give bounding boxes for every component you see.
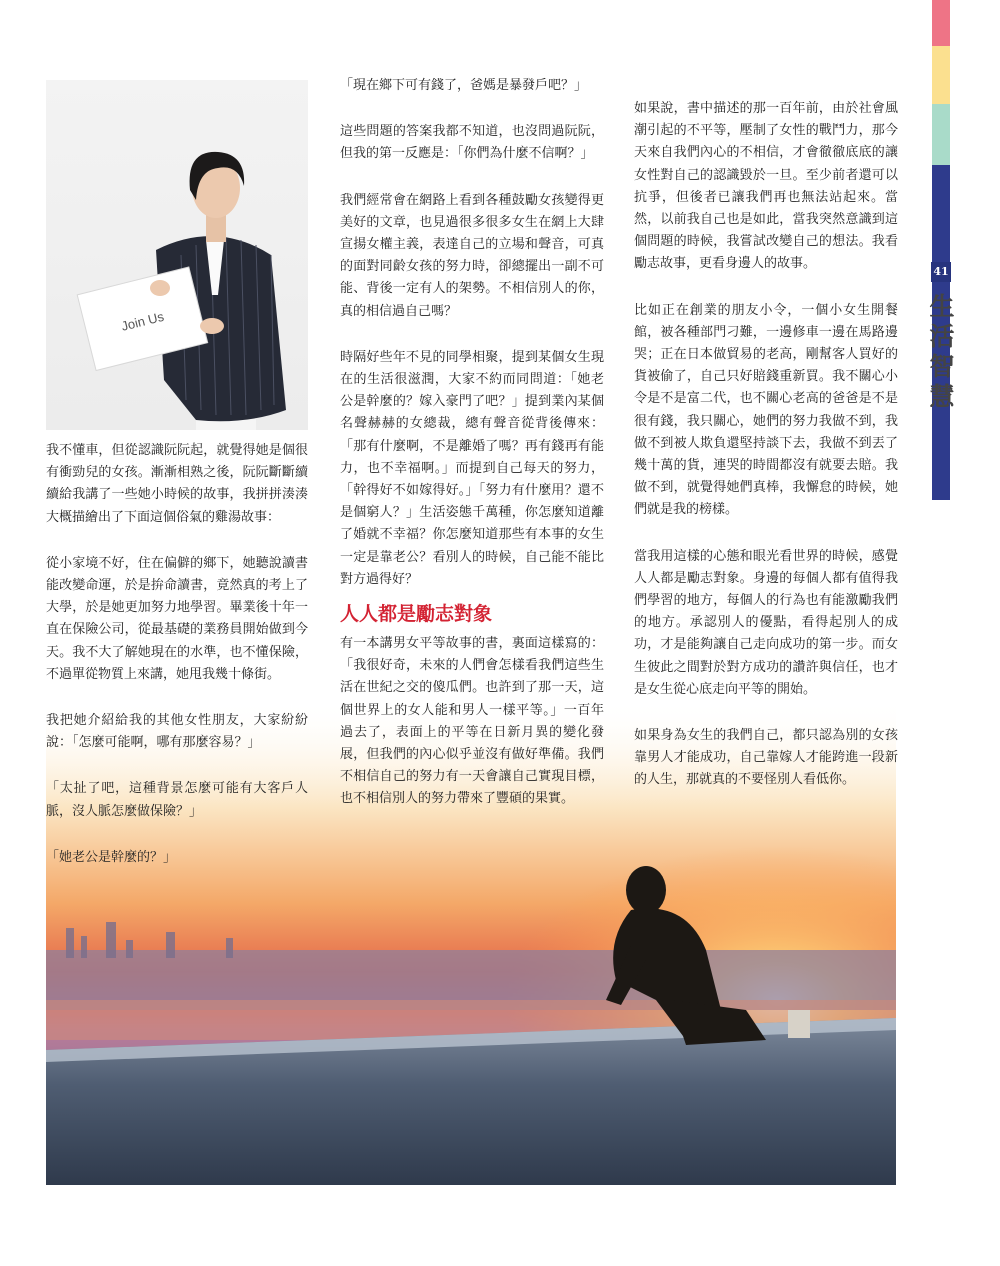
paragraph: 有一本講男女平等故事的書，裏面這樣寫的：「我很好奇，未來的人們會怎樣看我們這些生活在世紀之交的傻瓜們。也許到了那一天，這個世界上的女人能和男人一樣平等。」一百年過去了，表面上的平等在日新月異的變化發展，但我們的內心似乎並沒有做好準備。我們不相信自己的努力有一天會讓自己實現目標，也不相信別人的努力帶來了豐碩的果實。 (340, 636, 604, 807)
sign-text: Join Us (119, 308, 166, 334)
portrait-illustration (46, 80, 308, 430)
paragraph: 「她老公是幹麼的？」 (46, 849, 177, 865)
section-title-char: 慧 (929, 382, 955, 411)
page-number: 41 (931, 262, 951, 282)
right-hand (200, 318, 224, 334)
paragraph: 比如正在創業的朋友小令，一個小女生開餐館，被各種部門刁難，一邊修車一邊在馬路邊哭；正在日本做貿易的老高，剛幫客人買好的貨被偷了，自己只好賠錢重新買。我不關心小令是不是富二代，也不關心老高的爸爸是不是很有錢，我只關心，她們的努力我做不到，我做不到被人欺負還堅持談下去，我做不到丟了幾十萬的貨，連哭的時間都沒有就要去賠。我做不到，就覺得她們真棒，我懈怠的時候，她們就是我的榜樣。 (634, 302, 898, 518)
strip-green (932, 104, 950, 165)
text-column-2 (340, 75, 604, 835)
paragraph: 「太扯了吧，這種背景怎麼可能有大客戶人脈，沒人脈怎麼做保險？」 (46, 781, 308, 819)
text-column-1 (46, 440, 308, 893)
paragraph: 當我用這樣的心態和眼光看世界的時候，感覺人人都是勵志對象。身邊的每個人都有值得我們學習的地方，每個人的行為也有能激勵我們的地方。承認別人的優點，看得起別人的成功，才是能夠讓自己走向成功的第一步。而女生彼此之間對於對方成功的讚許與信任，也才是女生從心底走向平等的開始。 (634, 548, 898, 697)
bag (788, 1010, 810, 1038)
section-title-char: 生 (929, 292, 955, 321)
paragraph: 「現在鄉下可有錢了，爸媽是暴發戶吧？」 (340, 78, 588, 93)
paragraph: 時隔好些年不見的同學相聚，提到某個女生現在的生活很滋潤，大家不約而同問道：「她老公是幹麼的？嫁入豪門了吧？」提到業內某個名聲赫赫的女總裁，總有聲音從背後傳來：「那有什麼啊，不是離婚了嗎？再有錢再有能力，也不幸福啊。」而提到自己每天的努力，「幹得好不如嫁得好。」「努力有什麼用？還不是個窮人？」生活姿態千萬種，你怎麼知道離了婚就不幸福？你怎麼知道那些有本事的女生一定是靠老公？看別人的時候，自己能不能比對方過得好？ (340, 349, 604, 587)
paragraph: 從小家境不好，住在偏僻的鄉下，她聽說讀書能改變命運，於是拚命讀書，竟然真的考上了大學，於是她更加努力地學習。畢業後十年一直在保險公司，從最基礎的業務員開始做到今天。我不大了解她現在的水準，也不懂保險，不過單從物質上來講，她甩我幾十條街。 (46, 555, 308, 682)
section-title-char: 智 (929, 352, 955, 381)
strip-yellow (932, 46, 950, 104)
portrait-photo (46, 80, 308, 430)
section-color-strip (932, 0, 950, 500)
paragraph: 如果身為女生的我們自己，都只認為別的女孩靠男人才能成功，自己靠嫁人才能跨進一段新的人生，那就真的不要怪別人看低你。 (634, 728, 898, 788)
left-hand (150, 280, 170, 296)
section-title (928, 292, 956, 412)
text-column-3 (634, 98, 898, 816)
section-title-char: 活 (929, 322, 955, 351)
paragraph: 我們經常會在網路上看到各種鼓勵女孩變得更美好的文章，也見過很多很多女生在網上大肆宣揚女權主義，表達自己的立場和聲音，可真的面對同齡女孩的努力時，卻總擺出一副不可能、背後一定有人的架勢。不相信別人的你，真的相信過自己嗎？ (340, 192, 604, 319)
paragraph: 我把她介紹給我的其他女性朋友，大家紛紛說：「怎麼可能啊，哪有那麼容易？」 (46, 713, 308, 751)
paragraph: 這些問題的答案我都不知道，也沒問過阮阮，但我的第一反應是：「你們為什麼不信啊？」 (340, 124, 604, 162)
paragraph: 我不懂車，但從認識阮阮起，就覺得她是個很有衝勁兒的女孩。漸漸相熟之後，阮阮斷斷續續給我講了一些她小時候的故事，我拼拼湊湊大概描繪出了下面這個俗氣的雞湯故事： (46, 443, 308, 525)
paragraph: 如果說，書中描述的那一百年前，由於社會風潮引起的不平等，壓制了女性的戰鬥力，那今天來自我們內心的不相信，才會徹徹底底的讓女性對自己的認識毀於一旦。至少前者還可以抗爭，但後者已讓我們再也無法站起來。當然，以前我自己也是如此，當我突然意識到這個問題的時候，我嘗試改變自己的想法。我看勵志故事，更看身邊人的故事。 (634, 101, 898, 272)
strip-pink (932, 0, 950, 46)
section-heading: 人人都是勵志對象 (340, 603, 493, 626)
